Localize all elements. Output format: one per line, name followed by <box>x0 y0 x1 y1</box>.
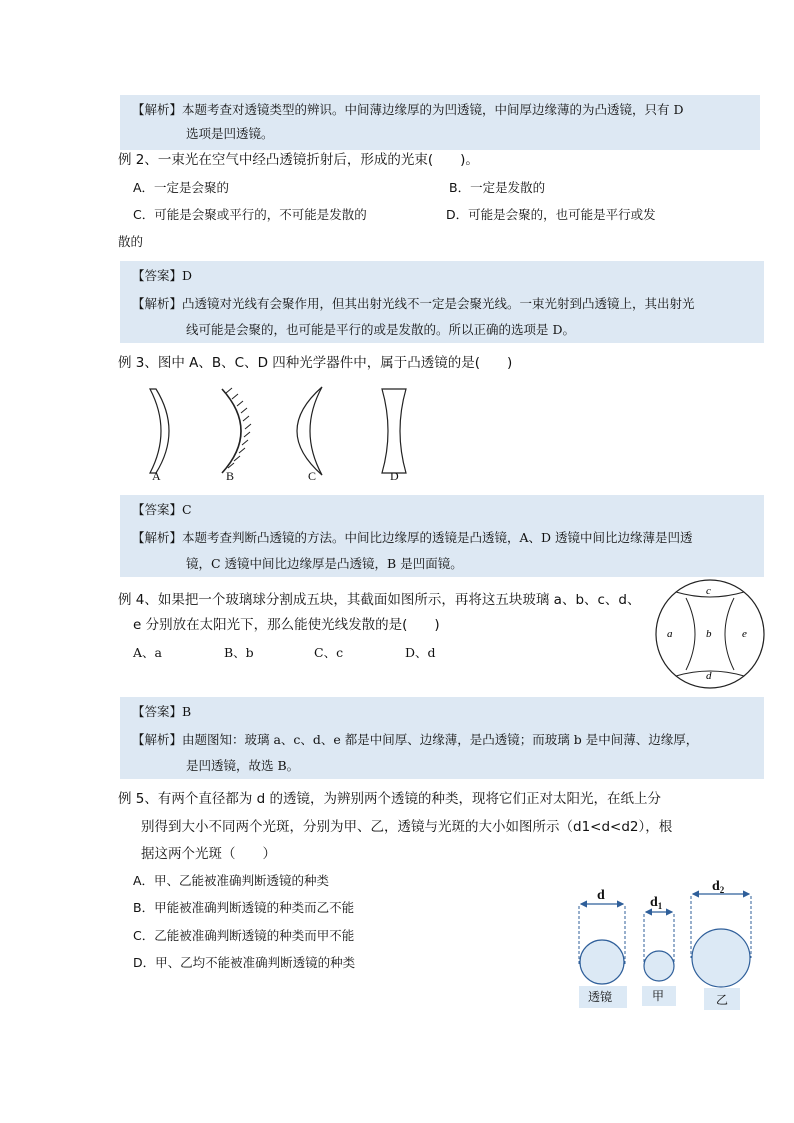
lens-caption: 透镜 <box>588 990 613 1004</box>
ex2-answer: 【答案】D <box>132 268 193 283</box>
lens-d-shape <box>382 389 406 473</box>
lens-dim-label: d <box>597 888 605 903</box>
ex3-analysis-line2: 镜，C 透镜中间比边缘厚是凸透镜，B 是凹面镜。 <box>186 556 463 571</box>
ex3-label-c: C <box>308 469 317 483</box>
mirror-b-shape <box>222 388 251 473</box>
ex2-option-b: B．一定是发散的 <box>449 180 546 195</box>
ex4-option-a: A、a <box>133 645 162 660</box>
lens-circle-group <box>579 888 625 984</box>
ex3-label-d: D <box>390 469 399 483</box>
fig-label-d: d <box>706 670 712 682</box>
ex5-question-line2: 别得到大小不同两个光斑，分别为甲、乙，透镜与光斑的大小如图所示（d1<d<d2），根 <box>141 819 673 835</box>
ex5-question-line3: 据这两个光斑（ ） <box>141 846 276 862</box>
ex4-glass-sphere-figure <box>654 578 766 690</box>
ex2-analysis-line1: 【解析】凸透镜对光线有会聚作用，但其出射光线不一定是会聚光线。一束光射到凸透镜上，其出射光 <box>132 296 695 311</box>
spot2-circle-group <box>691 879 751 987</box>
fig-label-b: b <box>706 628 712 640</box>
spot2-dim-label: $d_2$ <box>712 879 725 895</box>
ex4-question-line1: 例 4、如果把一个玻璃球分割成五块，其截面如图所示，再将这五块玻璃 a、b、c、d、 <box>118 592 641 608</box>
spot2-caption: 乙 <box>716 993 729 1007</box>
ex3-optical-devices-figure <box>130 383 430 483</box>
ex2-question: 例 2、一束光在空气中经凸透镜折射后，形成的光束( )。 <box>118 152 479 168</box>
ex3-label-b: B <box>226 469 235 483</box>
ex5-lens-and-spots-figure <box>570 874 760 1014</box>
ex5-option-a: A．甲、乙能被准确判断透镜的种类 <box>133 873 330 888</box>
ex2-option-d: D．可能是会聚的，也可能是平行或发 <box>446 207 656 222</box>
ex5-option-c: C．乙能被准确判断透镜的种类而甲不能 <box>133 928 355 943</box>
ex5-option-b: B．甲能被准确判断透镜的种类而乙不能 <box>133 900 355 915</box>
spot1-circle-group <box>644 895 674 981</box>
ex3-label-a: A <box>152 469 161 483</box>
ex4-option-b: B、b <box>224 645 254 660</box>
spot1-caption: 甲 <box>652 989 665 1003</box>
ex3-analysis-line1: 【解析】本题考查判断凸透镜的方法。中间比边缘厚的透镜是凸透镜，A、D 透镜中间比边缘薄是凹透 <box>132 530 693 545</box>
ex2-analysis-line2: 线可能是会聚的，也可能是平行的或是发散的。所以正确的选项是 D。 <box>186 322 575 337</box>
fig-label-e: e <box>742 628 747 640</box>
ex2-option-d-continued: 散的 <box>118 234 144 249</box>
ex1-analysis-line2: 选项是凹透镜。 <box>186 126 274 141</box>
spot1-dim-label: $d_1$ <box>650 895 663 911</box>
ex4-analysis-line2: 是凹透镜，故选 B。 <box>186 758 300 773</box>
ex4-answer: 【答案】B <box>132 704 192 719</box>
ex2-option-c: C．可能是会聚或平行的，不可能是发散的 <box>133 207 367 222</box>
ex4-analysis-line1: 【解析】由题图知：玻璃 a、c、d、e 都是中间厚、边缘薄，是凸透镜；而玻璃 b 是中间薄、边缘厚， <box>132 732 699 747</box>
ex4-question-line2: e 分别放在太阳光下，那么能使光线发散的是( ) <box>133 617 440 633</box>
ex5-question-line1: 例 5、有两个直径都为 d 的透镜，为辨别两个透镜的种类，现将它们正对太阳光，在纸上分 <box>118 791 662 807</box>
ex1-analysis-line1: 【解析】本题考查对透镜类型的辨识。中间薄边缘厚的为凹透镜，中间厚边缘薄的为凸透镜，只有 D <box>132 102 684 117</box>
ex4-option-c: C、c <box>314 645 344 660</box>
lens-c-shape <box>297 387 322 475</box>
ex3-question: 例 3、图中 A、B、C、D 四种光学器件中，属于凸透镜的是( ) <box>118 355 513 371</box>
ex3-answer: 【答案】C <box>132 502 192 517</box>
ex4-option-d: D、d <box>405 645 436 660</box>
ex2-option-a: A．一定是会聚的 <box>133 180 230 195</box>
ex5-option-d: D．甲、乙均不能被准确判断透镜的种类 <box>133 955 356 970</box>
fig-label-c: c <box>706 585 711 597</box>
fig-label-a: a <box>667 628 673 640</box>
lens-a-shape <box>150 389 169 473</box>
